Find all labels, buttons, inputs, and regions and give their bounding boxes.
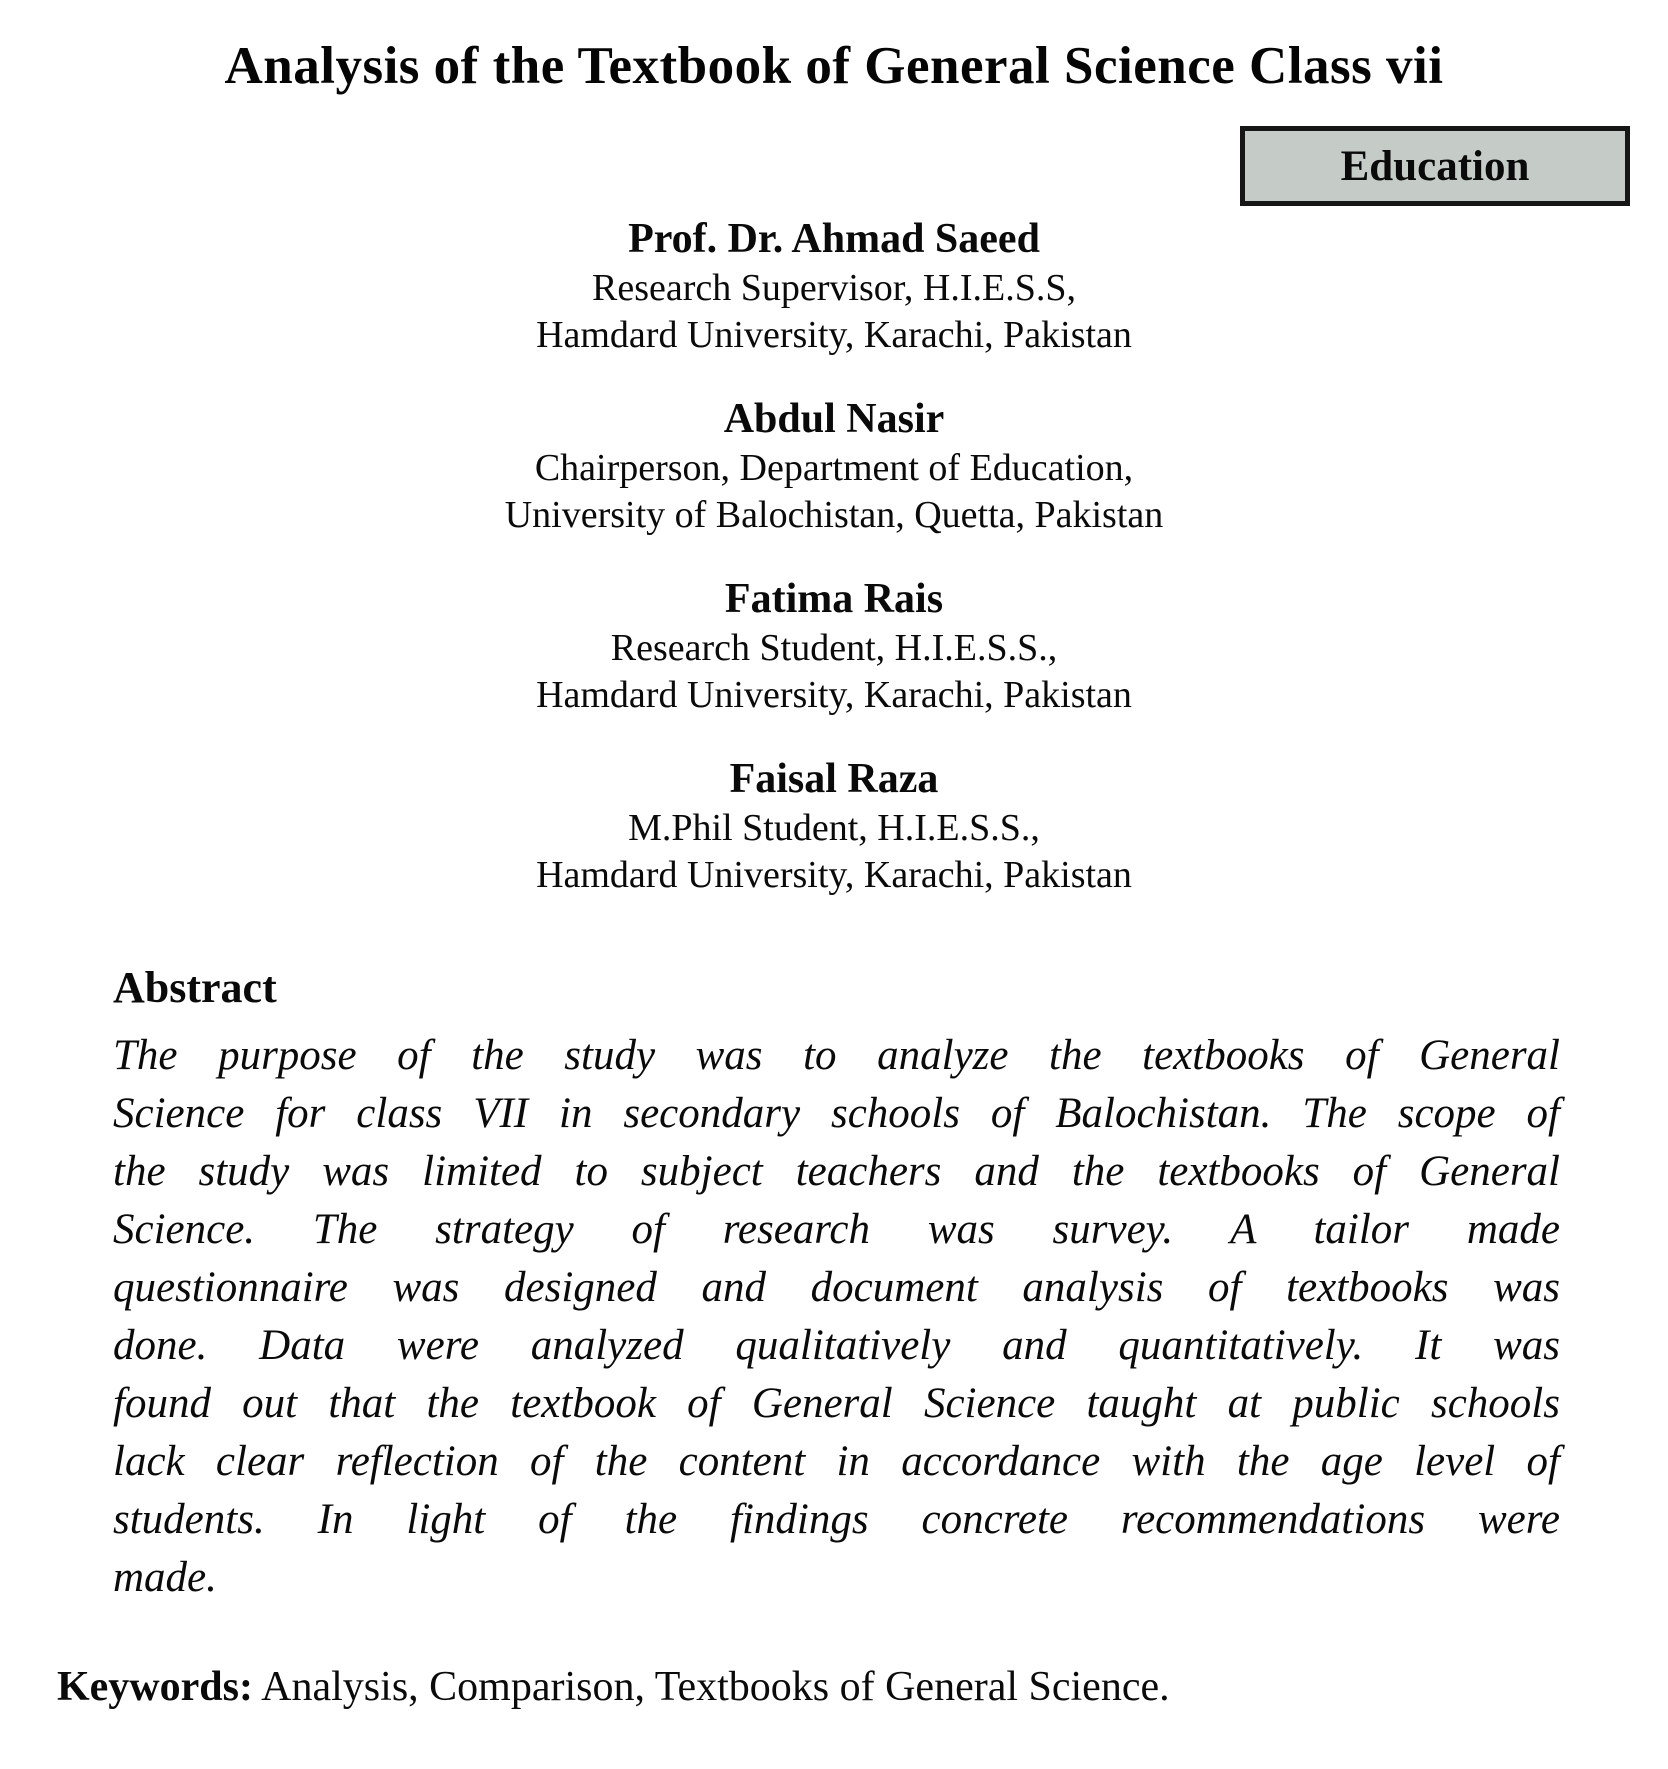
author-name: Faisal Raza (729, 756, 939, 802)
author-affiliation-line: Hamdard University, Karachi, Pakistan (536, 854, 1132, 896)
abstract-line: Science. The strategy of research was survey. A tailor made (113, 1206, 1560, 1253)
author-block (0, 213, 1668, 359)
author-affiliation-line: Hamdard University, Karachi, Pakistan (536, 674, 1132, 716)
author-affiliation-line: Research Student, H.I.E.S.S., (610, 627, 1058, 669)
category-badge-label: Education (1340, 142, 1530, 190)
author-affiliation-line: Chairperson, Department of Education, (534, 447, 1134, 489)
abstract-line: students. In light of the findings concrete recommendations were (113, 1496, 1560, 1543)
abstract-line: The purpose of the study was to analyze the textbooks of General (113, 1032, 1560, 1079)
author-block (0, 753, 1668, 899)
abstract-line: found out that the textbook of General Science taught at public schools (113, 1380, 1560, 1427)
keywords-label: Keywords: (57, 1664, 253, 1710)
author-affiliation-line: M.Phil Student, H.I.E.S.S., (628, 807, 1040, 849)
abstract-line: lack clear reflection of the content in accordance with the age level of (113, 1438, 1560, 1485)
category-badge (1240, 126, 1630, 206)
page-title: Analysis of the Textbook of General Science Class vii (224, 37, 1444, 95)
keywords-text: Analysis, Comparison, Textbooks of General Science. (252, 1664, 1170, 1710)
abstract-line: done. Data were analyzed qualitatively and quantitatively. It was (113, 1322, 1560, 1369)
author-name: Abdul Nasir (723, 396, 945, 442)
abstract-line: Science for class VII in secondary schools of Balochistan. The scope of (113, 1090, 1560, 1137)
author-name: Fatima Rais (724, 576, 944, 622)
author-list (0, 213, 1668, 933)
keywords-line (57, 1660, 1611, 1714)
author-affiliation-line: University of Balochistan, Quetta, Pakistan (504, 494, 1164, 536)
abstract-line: the study was limited to subject teachers and the textbooks of General (113, 1148, 1560, 1195)
author-block (0, 573, 1668, 719)
abstract-heading: Abstract (113, 963, 277, 1012)
author-name: Prof. Dr. Ahmad Saeed (628, 216, 1040, 262)
abstract-line: made. (113, 1554, 217, 1601)
author-affiliation-line: Research Supervisor, H.I.E.S.S, (592, 267, 1076, 309)
abstract-section (113, 963, 1560, 1607)
abstract-line: questionnaire was designed and document analysis of textbooks was (113, 1264, 1560, 1311)
author-block (0, 393, 1668, 539)
author-affiliation-line: Hamdard University, Karachi, Pakistan (536, 314, 1132, 356)
